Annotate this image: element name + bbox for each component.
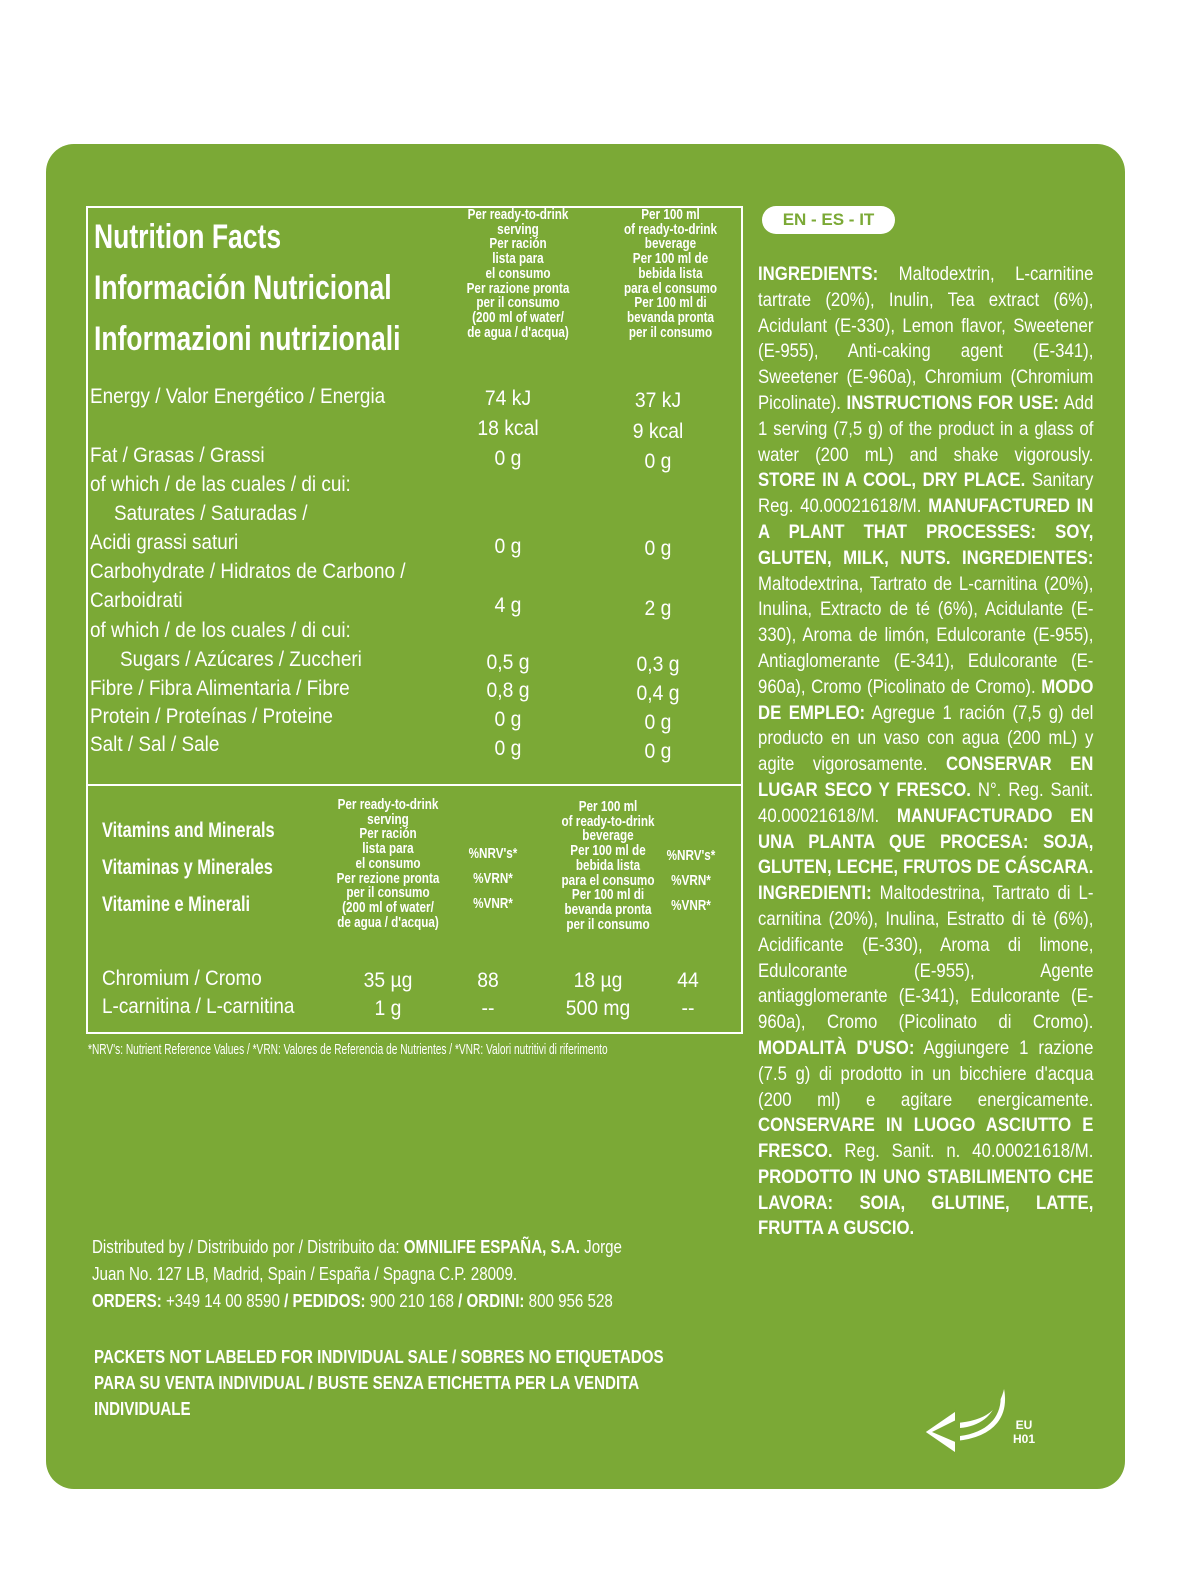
nutrient-label-fibre: Fibre / Fibra Alimentaria / Fibre bbox=[90, 676, 350, 700]
label-panel bbox=[46, 144, 1125, 1489]
value-saturates-100ml: 0 g bbox=[644, 536, 672, 560]
vitamin-chromium-100ml: 18 µg bbox=[573, 968, 623, 992]
nutrient-label-protein: Protein / Proteínas / Proteine bbox=[90, 704, 333, 728]
value-fibre-serving: 0,8 g bbox=[486, 678, 530, 702]
value-energy-kcal-100ml: 9 kcal bbox=[632, 419, 684, 443]
distributor-line-2: Juan No. 127 LB, Madrid, Spain / España / Spagna C.P. 28009. bbox=[92, 1264, 518, 1284]
nutrient-label-carbohydrate: Carbohydrate / Hidratos de Carbono / bbox=[90, 559, 406, 583]
value-sugars-serving: 0,5 g bbox=[486, 650, 530, 674]
eu-h01-badge: EU H01 bbox=[1012, 1418, 1035, 1446]
nutrient-label-saturates-it: Acidi grassi saturi bbox=[90, 530, 239, 554]
vitamins-title-es: Vitaminas y Minerales bbox=[102, 856, 273, 879]
nutrition-facts-table bbox=[86, 206, 743, 786]
ingredients-column: INGREDIENTS: Maltodextrin, L-carnitine tartrate (20%), Inulin, Tea extract (6%), Acidulant (E-330), Lemon flavor, Sweetener (E-955), Anti-caking agent (E-341), Sweetener (E-960a), Chromium (Chromium Picolinate). INSTRUCTIONS FOR USE: Add 1 serving (7,5 g) of the product in a glass of water (200 mL) and shake vigorously. STORE IN A COOL, DRY PLACE. Sanitary Reg. 40.00021618/M. MANUFACTURED IN A PLANT THAT PROCESSES: SOY, GLUTEN, MILK, NUTS. INGREDIENTES: Maltodextrina, Tartrato de L-carnitina (20%), Inulina, Extracto de té (6%), Acidulante (E-330), Aroma de limón, Edulcorante (E-955), Antiaglomerante (E-341), Edulcorante (E-960a), Cromo (Picolinato de Cromo). MODO DE EMPLEO: Agregue 1 ración (7,5 g) del producto en un vaso con agua (200 mL) y agite vigorosamente. CONSERVAR EN LUGAR SECO Y FRESCO. N°. Reg. Sanit. 40.00021618/M. MANUFACTURADO EN UNA PLANTA QUE PROCESA: SOJA, GLUTEN, LECHE, FRUTOS DE CÁSCARA. INGREDIENTI: Maltodestrina, Tartrato di L-carnitina (20%), Inulina, Estratto di tè (6%), Acidificante (E-330), Aroma di limone, Edulcorante (E-955), Agente antiagglomerante (E-341), Edulcorante (E-960a), Cromo (Picolinato di Cromo). MODALITÀ D'USO: Aggiungere 1 razione (7.5 g) di prodotto in un bicchiere d'acqua (200 ml) e agitare energicamente. CONSERVARE IN LUOGO ASCIUTTO E FRESCO. Reg. Sanit. n. 40.00021618/M. PRODOTTO IN UNO STABILIMENTO CHE LAVORA: SOIA, GLUTINE, LATTE, FRUTTA A GUSCIO. bbox=[758, 263, 1094, 1240]
value-protein-100ml: 0 g bbox=[644, 710, 672, 734]
value-carbohydrate-100ml: 2 g bbox=[644, 596, 672, 620]
value-salt-100ml: 0 g bbox=[644, 739, 672, 763]
vitamins-nrv-header-2: %NRV's* %VRN* %VNR* bbox=[666, 847, 716, 914]
nutrient-label-fat: Fat / Grasas / Grassi bbox=[90, 443, 265, 467]
value-sugars-100ml: 0,3 g bbox=[636, 652, 680, 676]
nutrition-title-it: Informazioni nutrizionali bbox=[94, 320, 401, 358]
nutrient-label-salt: Salt / Sal / Sale bbox=[90, 732, 220, 756]
value-fat-100ml: 0 g bbox=[644, 449, 672, 473]
nutrient-label-energy: Energy / Valor Energético / Energia bbox=[90, 384, 386, 408]
orders-line: ORDERS: +349 14 00 8590 / PEDIDOS: 900 210 168 / ORDINI: 800 956 528 bbox=[92, 1291, 613, 1311]
vitamins-minerals-table bbox=[86, 784, 743, 1034]
vitamin-carnitine-serving: 1 g bbox=[374, 996, 402, 1020]
value-energy-kj-100ml: 37 kJ bbox=[634, 388, 682, 412]
language-badge: EN - ES - IT bbox=[762, 206, 895, 234]
nutrient-label-of-which: of which / de las cuales / di cui: bbox=[90, 472, 351, 496]
nutrition-col1-header: Per ready-to-drink serving Per ración lista para el consumo Per razione pronta per il consumo (200 ml of water/ de agua / d'acqua) bbox=[466, 206, 570, 341]
distributor-line-1: Distributed by / Distribuido por / Distribuito da: OMNILIFE ESPAÑA, S.A. Jorge bbox=[92, 1237, 622, 1257]
vitamin-carnitine-nrv-100ml: -- bbox=[681, 996, 695, 1020]
nutrition-title-en: Nutrition Facts bbox=[94, 218, 282, 256]
value-protein-serving: 0 g bbox=[494, 707, 522, 731]
nutrient-label-of-which-2: of which / de los cuales / di cui: bbox=[90, 618, 351, 642]
vitamin-carnitine-nrv-serving: -- bbox=[481, 996, 495, 1020]
value-fibre-100ml: 0,4 g bbox=[636, 681, 680, 705]
nutrient-label-sugars: Sugars / Azúcares / Zuccheri bbox=[120, 647, 362, 671]
vitamin-carnitine-100ml: 500 mg bbox=[565, 996, 631, 1020]
vitamins-title-it: Vitamine e Minerali bbox=[102, 893, 251, 916]
value-energy-kcal-serving: 18 kcal bbox=[477, 416, 539, 440]
nrv-footnote: *NRV's: Nutrient Reference Values / *VRN: Valores de Referencia de Nutrientes / *VNR: Valori nutritivi di riferimento bbox=[88, 1042, 608, 1058]
nutrition-title-es: Información Nutricional bbox=[94, 269, 392, 307]
vitamin-label-carnitine: L-carnitina / L-carnitina bbox=[102, 994, 295, 1018]
vitamin-chromium-serving: 35 µg bbox=[363, 968, 413, 992]
vitamins-col1-header: Per ready-to-drink serving Per ración lista para el consumo Per rezione pronta per il consumo (200 ml of water/ de agua / d'acqua) bbox=[336, 796, 440, 931]
vitamins-nrv-header-1: %NRV's* %VRN* %VNR* bbox=[468, 845, 518, 912]
value-salt-serving: 0 g bbox=[494, 736, 522, 760]
vitamins-title-en: Vitamins and Minerals bbox=[102, 819, 275, 842]
value-saturates-serving: 0 g bbox=[494, 534, 522, 558]
value-carbohydrate-serving: 4 g bbox=[494, 593, 522, 617]
vitamin-label-chromium: Chromium / Cromo bbox=[102, 966, 262, 990]
nutrient-label-saturates: Saturates / Saturadas / bbox=[114, 501, 308, 525]
return-arrow-icon bbox=[916, 1376, 1016, 1476]
vitamin-chromium-nrv-100ml: 44 bbox=[677, 968, 699, 992]
value-fat-serving: 0 g bbox=[494, 446, 522, 470]
value-energy-kj-serving: 74 kJ bbox=[484, 386, 532, 410]
nutrient-label-carboidrati: Carboidrati bbox=[90, 588, 183, 612]
vitamin-chromium-nrv-serving: 88 bbox=[477, 968, 499, 992]
nutrition-col2-header: Per 100 ml of ready-to-drink beverage Per 100 ml de bebida lista para el consumo Per 100 ml di bevanda pronta per il consumo bbox=[624, 206, 717, 341]
packets-notice: PACKETS NOT LABELED FOR INDIVIDUAL SALE / SOBRES NO ETIQUETADOS PARA SU VENTA INDIVIDUAL / BUSTE SENZA ETICHETTA PER LA VENDITA INDIVIDUALE bbox=[94, 1347, 664, 1419]
vitamins-col2-header: Per 100 ml of ready-to-drink beverage Per 100 ml de bebida lista para el consumo Per 100 ml di bevanda pronta per il consumo bbox=[561, 798, 655, 933]
